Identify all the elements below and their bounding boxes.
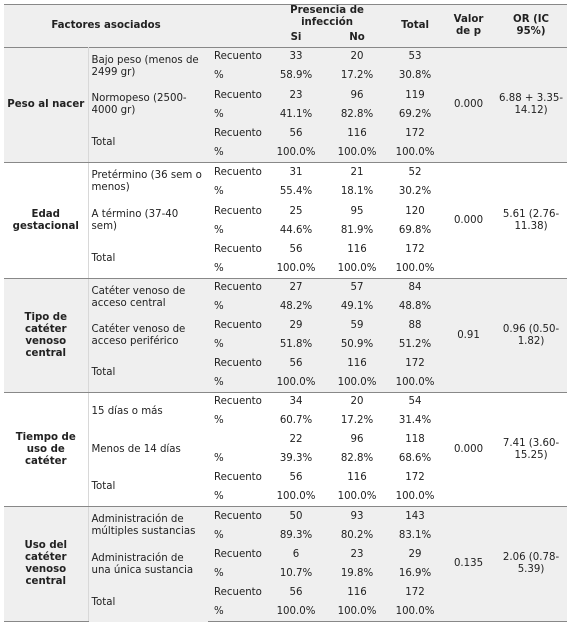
value-total: 31.4% — [398, 415, 432, 426]
associated-factors-table — [4, 4, 567, 622]
category-label: Normopeso (2500-4000 gr) — [88, 86, 208, 125]
value-si: 100.0% — [266, 260, 326, 279]
value-total: 100.0% — [388, 260, 442, 279]
measure-label: % — [208, 565, 266, 584]
measure-label: Recuento — [208, 279, 266, 298]
value-total: 30.8% — [388, 67, 442, 86]
value-total: 100.0% — [388, 603, 442, 622]
measure-label: Recuento — [208, 584, 266, 603]
category-label: Total — [88, 125, 208, 163]
value-no: 82.8% — [326, 106, 388, 125]
measure-label: % — [214, 453, 224, 464]
value-total: 88 — [388, 317, 442, 336]
measure-label: Recuento — [208, 86, 266, 106]
value-si: 34 — [266, 393, 326, 412]
p-value: 0.91 — [442, 279, 495, 393]
factor-label: Peso al nacer — [4, 48, 88, 163]
value-no: 57 — [326, 279, 388, 298]
value-no: 116 — [326, 355, 388, 374]
value-si: 29 — [266, 317, 326, 336]
category-label: Total — [91, 253, 116, 265]
value-total: 30.2% — [398, 186, 432, 197]
value-si: 22 — [289, 434, 303, 445]
p-value: 0.000 — [442, 163, 495, 279]
value-si: 55.4% — [279, 186, 313, 197]
header-row-1 — [4, 5, 567, 30]
header-no: No — [326, 29, 388, 48]
value-no: 100.0% — [326, 603, 388, 622]
value-total: 54 — [388, 393, 442, 412]
odds-ratio: 6.88 + 3.35-14.12) — [495, 48, 567, 163]
header-presencia: Presencia de infección — [266, 5, 388, 30]
value-no: 96 — [326, 86, 388, 106]
measure-label: % — [208, 298, 266, 317]
value-total: 84 — [388, 279, 442, 298]
value-no: 96 — [350, 434, 364, 445]
value-no: 18.1% — [340, 186, 374, 197]
header-valor-p: Valor de p — [442, 5, 495, 48]
value-no: 116 — [347, 472, 367, 483]
value-total: 53 — [388, 48, 442, 67]
table-row — [4, 48, 567, 67]
measure-label: Recuento — [214, 472, 262, 483]
measure-label: % — [208, 336, 266, 355]
measure-label: % — [208, 144, 266, 163]
category-label: Administración de una única sustancia — [88, 546, 208, 584]
value-total: 51.2% — [388, 336, 442, 355]
value-total: 29 — [388, 546, 442, 565]
measure-label: % — [208, 603, 266, 622]
measure-label: % — [208, 374, 266, 393]
value-total: 120 — [405, 205, 425, 217]
value-no: 82.8% — [340, 453, 374, 464]
value-no: 116 — [326, 125, 388, 144]
measure-label — [208, 431, 266, 450]
value-no: 50.9% — [326, 336, 388, 355]
value-si: 39.3% — [279, 453, 313, 464]
factor-label: Edad gestacional — [4, 163, 88, 279]
table-body — [4, 48, 567, 622]
category-label: Total — [91, 481, 116, 493]
category-label: Catéter venoso de acceso central — [88, 279, 208, 317]
measure-label: % — [214, 415, 224, 426]
value-no: 116 — [326, 584, 388, 603]
value-si: 50 — [266, 507, 326, 527]
category-label: Menos de 14 días — [91, 443, 181, 455]
value-no: 20 — [326, 393, 388, 412]
value-no: 100.0% — [326, 374, 388, 393]
value-no: 59 — [326, 317, 388, 336]
value-si: 56 — [266, 125, 326, 144]
value-no: 81.9% — [340, 225, 374, 236]
table-row — [4, 393, 567, 412]
table-row — [4, 279, 567, 298]
category-label: Total — [88, 355, 208, 393]
value-no: 116 — [347, 244, 367, 255]
measure-label: Recuento — [208, 163, 266, 183]
measure-label: % — [208, 67, 266, 86]
category-label: Administración de múltiples sustancias — [88, 507, 208, 546]
header-total: Total — [388, 5, 442, 48]
value-no: 80.2% — [326, 527, 388, 546]
value-si: 31 — [266, 163, 326, 183]
value-total: 118 — [405, 434, 425, 445]
measure-label: % — [208, 488, 266, 507]
odds-ratio: 2.06 (0.78-5.39) — [495, 507, 567, 622]
value-si: 56 — [266, 355, 326, 374]
value-no: 20 — [326, 48, 388, 67]
value-si: 48.2% — [266, 298, 326, 317]
value-total: 172 — [388, 584, 442, 603]
measure-label: Recuento — [208, 125, 266, 144]
category-label: Bajo peso (menos de 2499 gr) — [88, 48, 208, 86]
factor-label: Tipo de catéter venoso central — [4, 279, 88, 393]
value-no: 17.2% — [326, 67, 388, 86]
value-si: 25 — [289, 205, 303, 217]
category-label: Catéter venoso de acceso periférico — [88, 317, 208, 355]
value-total: 69.8% — [398, 225, 432, 236]
measure-label: % — [214, 225, 224, 236]
factor-label: Uso del catéter venoso central — [4, 507, 88, 622]
value-si: 89.3% — [266, 527, 326, 546]
p-value: 0.000 — [442, 393, 495, 507]
measure-label: Recuento — [208, 393, 266, 412]
value-si: 100.0% — [266, 488, 326, 507]
measure-label: Recuento — [208, 317, 266, 336]
value-si: 56 — [266, 584, 326, 603]
header-factores: Factores asociados — [4, 5, 208, 48]
value-si: 6 — [266, 546, 326, 565]
measure-label: % — [208, 527, 266, 546]
value-total: 68.6% — [398, 453, 432, 464]
value-si: 58.9% — [266, 67, 326, 86]
category-label: Total — [88, 584, 208, 622]
value-si: 100.0% — [266, 374, 326, 393]
odds-ratio: 7.41 (3.60-15.25) — [495, 393, 567, 507]
header-si: Si — [266, 29, 326, 48]
value-total: 100.0% — [388, 488, 442, 507]
value-no: 100.0% — [326, 260, 388, 279]
odds-ratio: 5.61 (2.76-11.38) — [495, 163, 567, 279]
value-total: 172 — [405, 244, 425, 255]
odds-ratio: 0.96 (0.50-1.82) — [495, 279, 567, 393]
value-total: 83.1% — [388, 527, 442, 546]
value-total: 100.0% — [388, 374, 442, 393]
value-no: 49.1% — [326, 298, 388, 317]
value-si: 41.1% — [266, 106, 326, 125]
measure-label: Recuento — [208, 48, 266, 67]
value-si: 56 — [289, 244, 303, 255]
value-no: 23 — [326, 546, 388, 565]
value-no: 19.8% — [326, 565, 388, 584]
category-label: 15 días o más — [88, 393, 208, 431]
value-total: 52 — [388, 163, 442, 183]
value-si: 33 — [266, 48, 326, 67]
table-row — [4, 163, 567, 183]
value-total: 172 — [388, 355, 442, 374]
measure-label: % — [208, 260, 266, 279]
value-no: 17.2% — [340, 415, 374, 426]
value-si: 56 — [289, 472, 303, 483]
measure-label: Recuento — [214, 244, 262, 255]
value-total: 172 — [388, 125, 442, 144]
value-si: 100.0% — [266, 603, 326, 622]
measure-label: Recuento — [208, 507, 266, 527]
value-total: 48.8% — [388, 298, 442, 317]
value-total: 143 — [388, 507, 442, 527]
value-total: 69.2% — [388, 106, 442, 125]
value-total: 119 — [388, 86, 442, 106]
value-si: 100.0% — [266, 144, 326, 163]
value-total: 100.0% — [388, 144, 442, 163]
value-si: 44.6% — [279, 225, 313, 236]
category-label: Pretérmino (36 sem o menos) — [88, 163, 208, 202]
value-no: 100.0% — [326, 144, 388, 163]
factor-label: Tiempo de uso de catéter — [4, 393, 88, 507]
header-or: OR (IC 95%) — [495, 5, 567, 48]
value-si: 51.8% — [266, 336, 326, 355]
table-row — [4, 507, 567, 527]
p-value: 0.000 — [442, 48, 495, 163]
value-no: 100.0% — [326, 488, 388, 507]
value-total: 172 — [405, 472, 425, 483]
measure-label: % — [208, 106, 266, 125]
measure-label: % — [214, 186, 224, 197]
value-no: 95 — [350, 205, 364, 217]
measure-label: Recuento — [208, 355, 266, 374]
value-si: 60.7% — [279, 415, 313, 426]
value-total: 16.9% — [388, 565, 442, 584]
measure-label: Recuento — [214, 205, 262, 217]
category-label: A término (37-40 sem) — [91, 209, 179, 232]
value-si: 23 — [266, 86, 326, 106]
p-value: 0.135 — [442, 507, 495, 622]
value-no: 93 — [326, 507, 388, 527]
measure-label: Recuento — [208, 546, 266, 565]
value-si: 10.7% — [266, 565, 326, 584]
value-si: 27 — [266, 279, 326, 298]
value-no: 21 — [326, 163, 388, 183]
